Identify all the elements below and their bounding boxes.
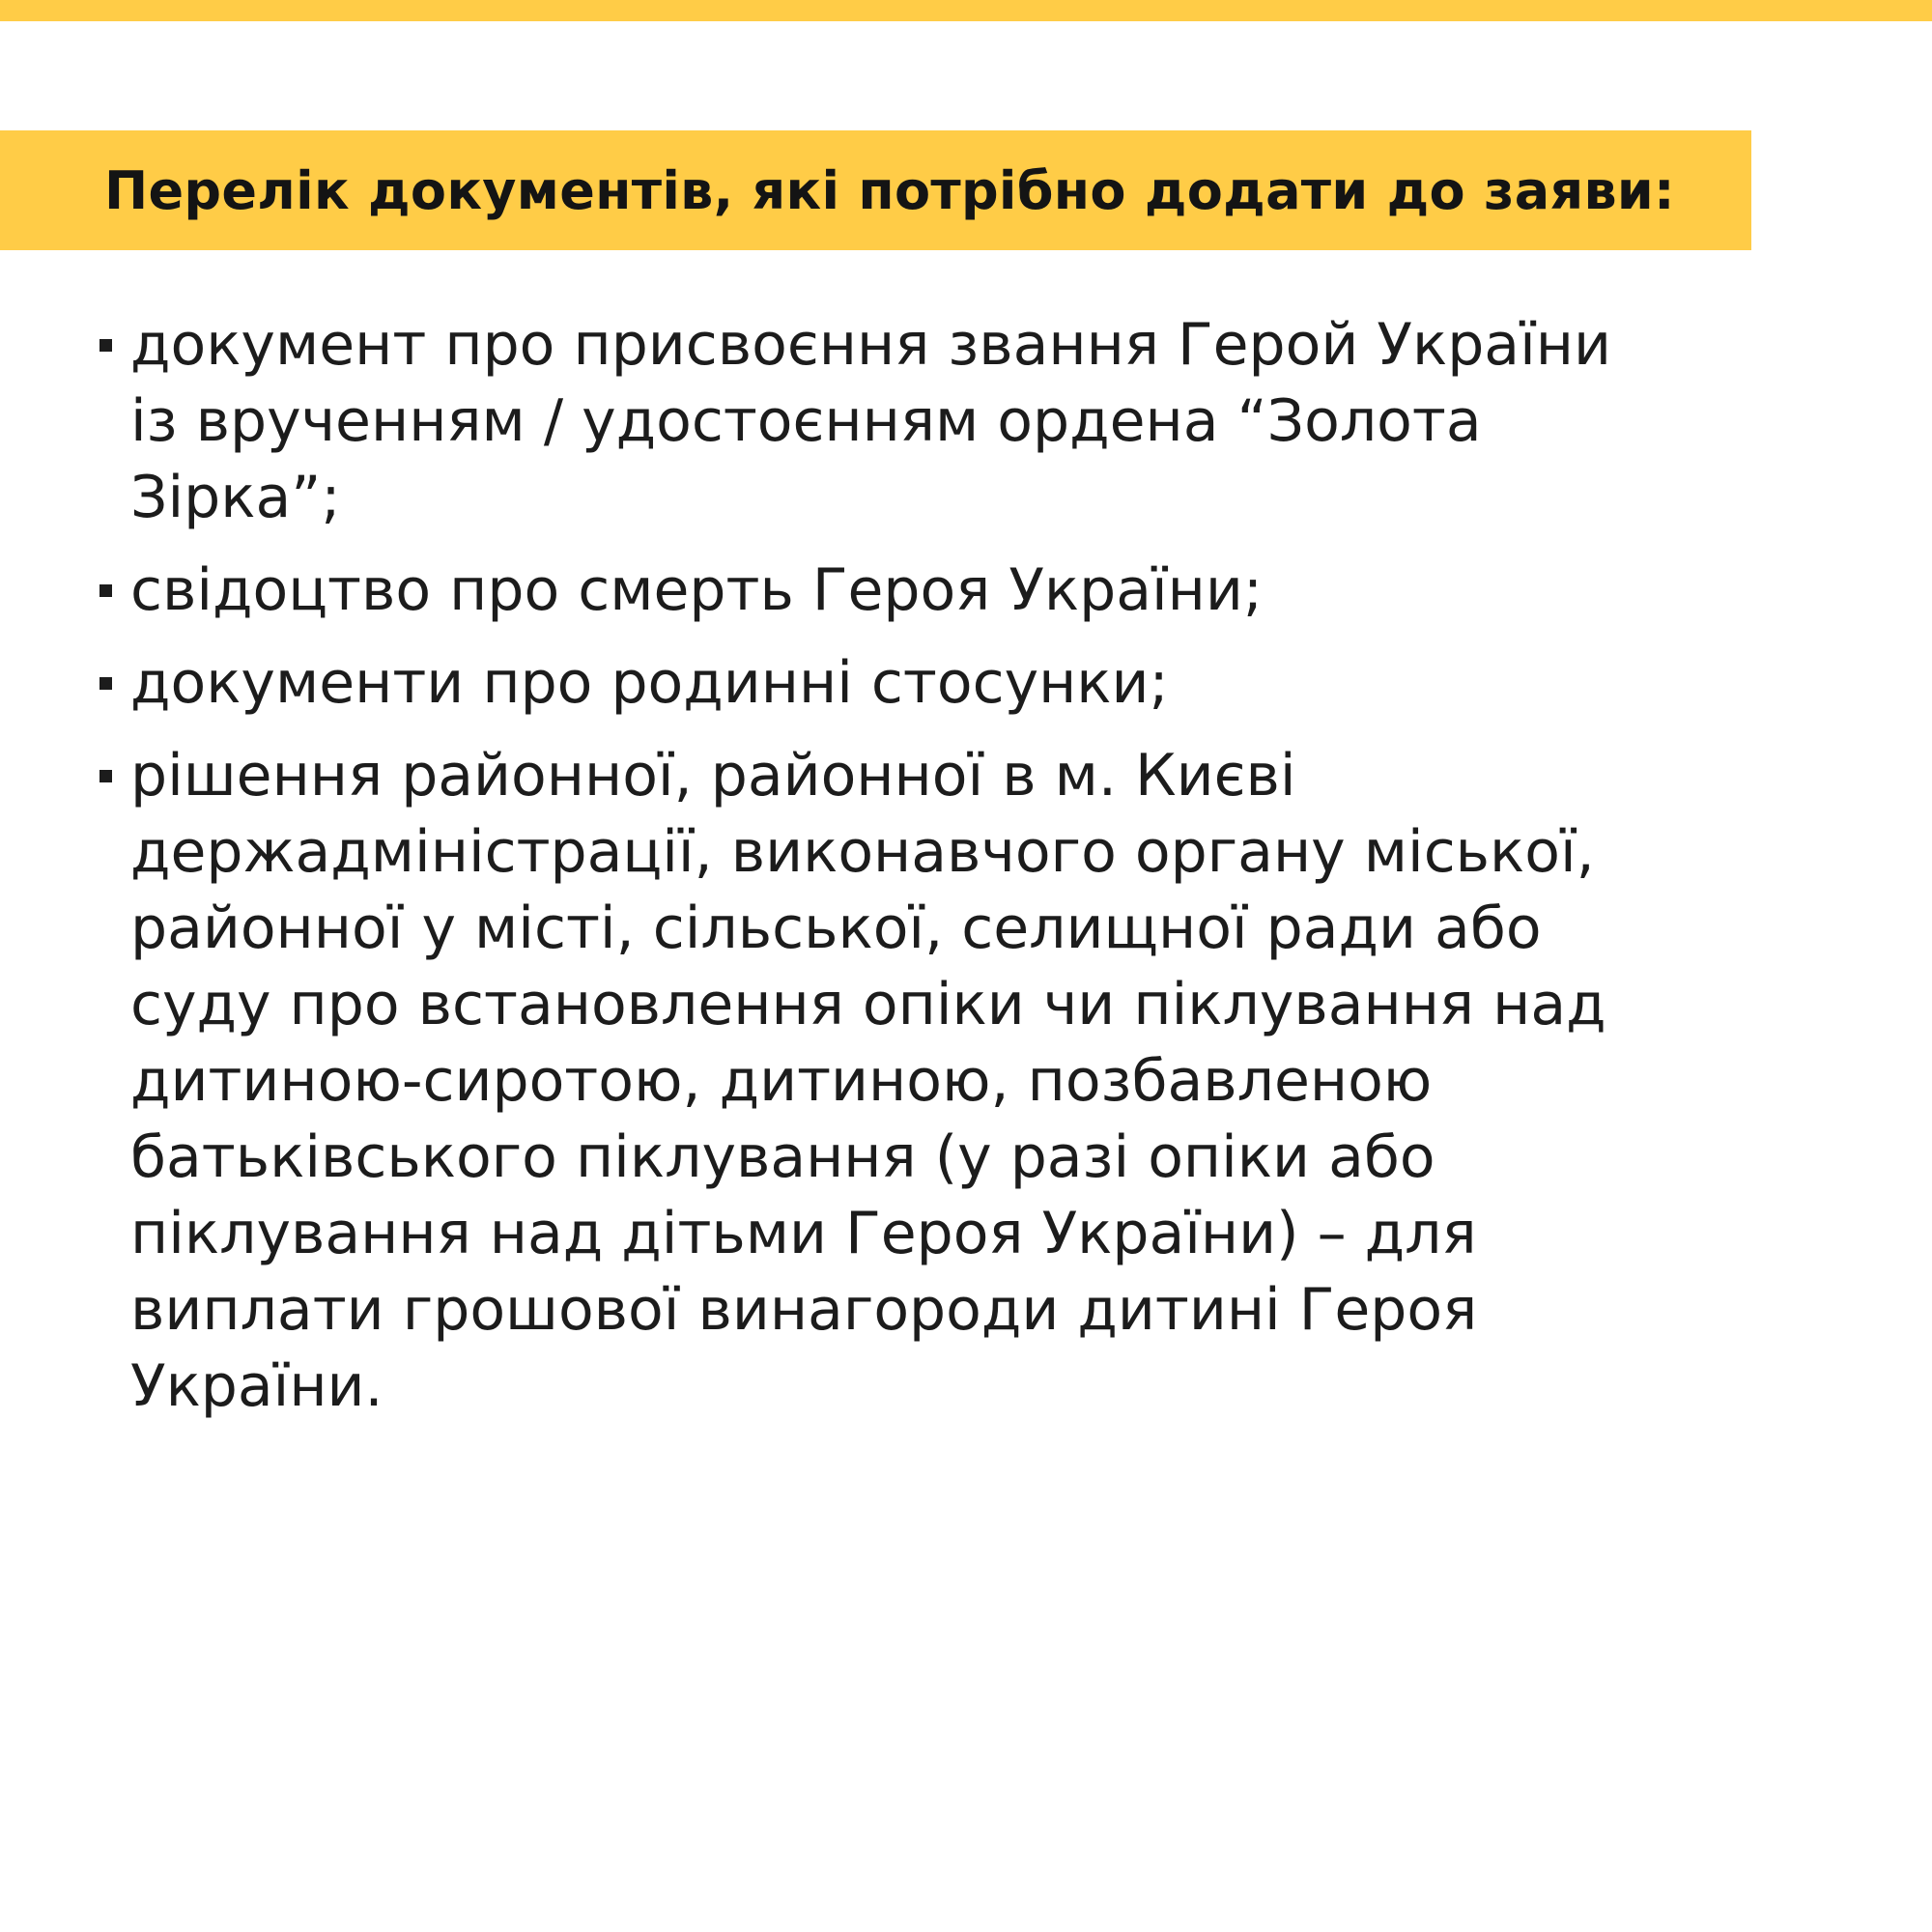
list-item-line: піклування над дітьми Героя України) – для [130, 1200, 1477, 1267]
list-item [92, 553, 1734, 629]
list-item-line: із врученням / удостоєнням ордена “Золота [130, 387, 1482, 455]
list-item-line: районної у місті, сільської, селищної ради або [130, 895, 1542, 962]
list-item [92, 307, 1734, 536]
list-item-line: свідоцтво про смерть Героя України; [130, 556, 1264, 624]
list-item-line: суду про встановлення опіки чи піклування над [130, 971, 1606, 1038]
top-accent-stripe [0, 0, 1932, 21]
list-item-line: виплати грошової винагороди дитині Героя [130, 1276, 1478, 1344]
list-item-line: рішення районної, районної в м. Києві [130, 742, 1296, 810]
list-item-line: документи про родинні стосунки; [130, 649, 1169, 717]
title-banner [0, 130, 1751, 250]
list-item-line: батьківського піклування (у разі опіки або [130, 1123, 1435, 1191]
square-bullet-icon [99, 339, 112, 352]
list-item-line: документ про присвоєння звання Герой України [130, 311, 1611, 379]
list-item-line: дитиною-сиротою, дитиною, позбавленою [130, 1047, 1433, 1115]
list-item-line: України. [130, 1352, 384, 1420]
page-title: Перелік документів, які потрібно додати до заяви: [104, 159, 1675, 221]
document-list [92, 307, 1734, 1441]
square-bullet-icon [99, 770, 112, 782]
list-item-line: держадміністрації, виконавчого органу міської, [130, 818, 1595, 886]
square-bullet-icon [99, 677, 112, 690]
square-bullet-icon [99, 584, 112, 597]
list-item [92, 738, 1734, 1425]
list-item [92, 645, 1734, 722]
list-item-line: Зірка”; [130, 464, 341, 531]
